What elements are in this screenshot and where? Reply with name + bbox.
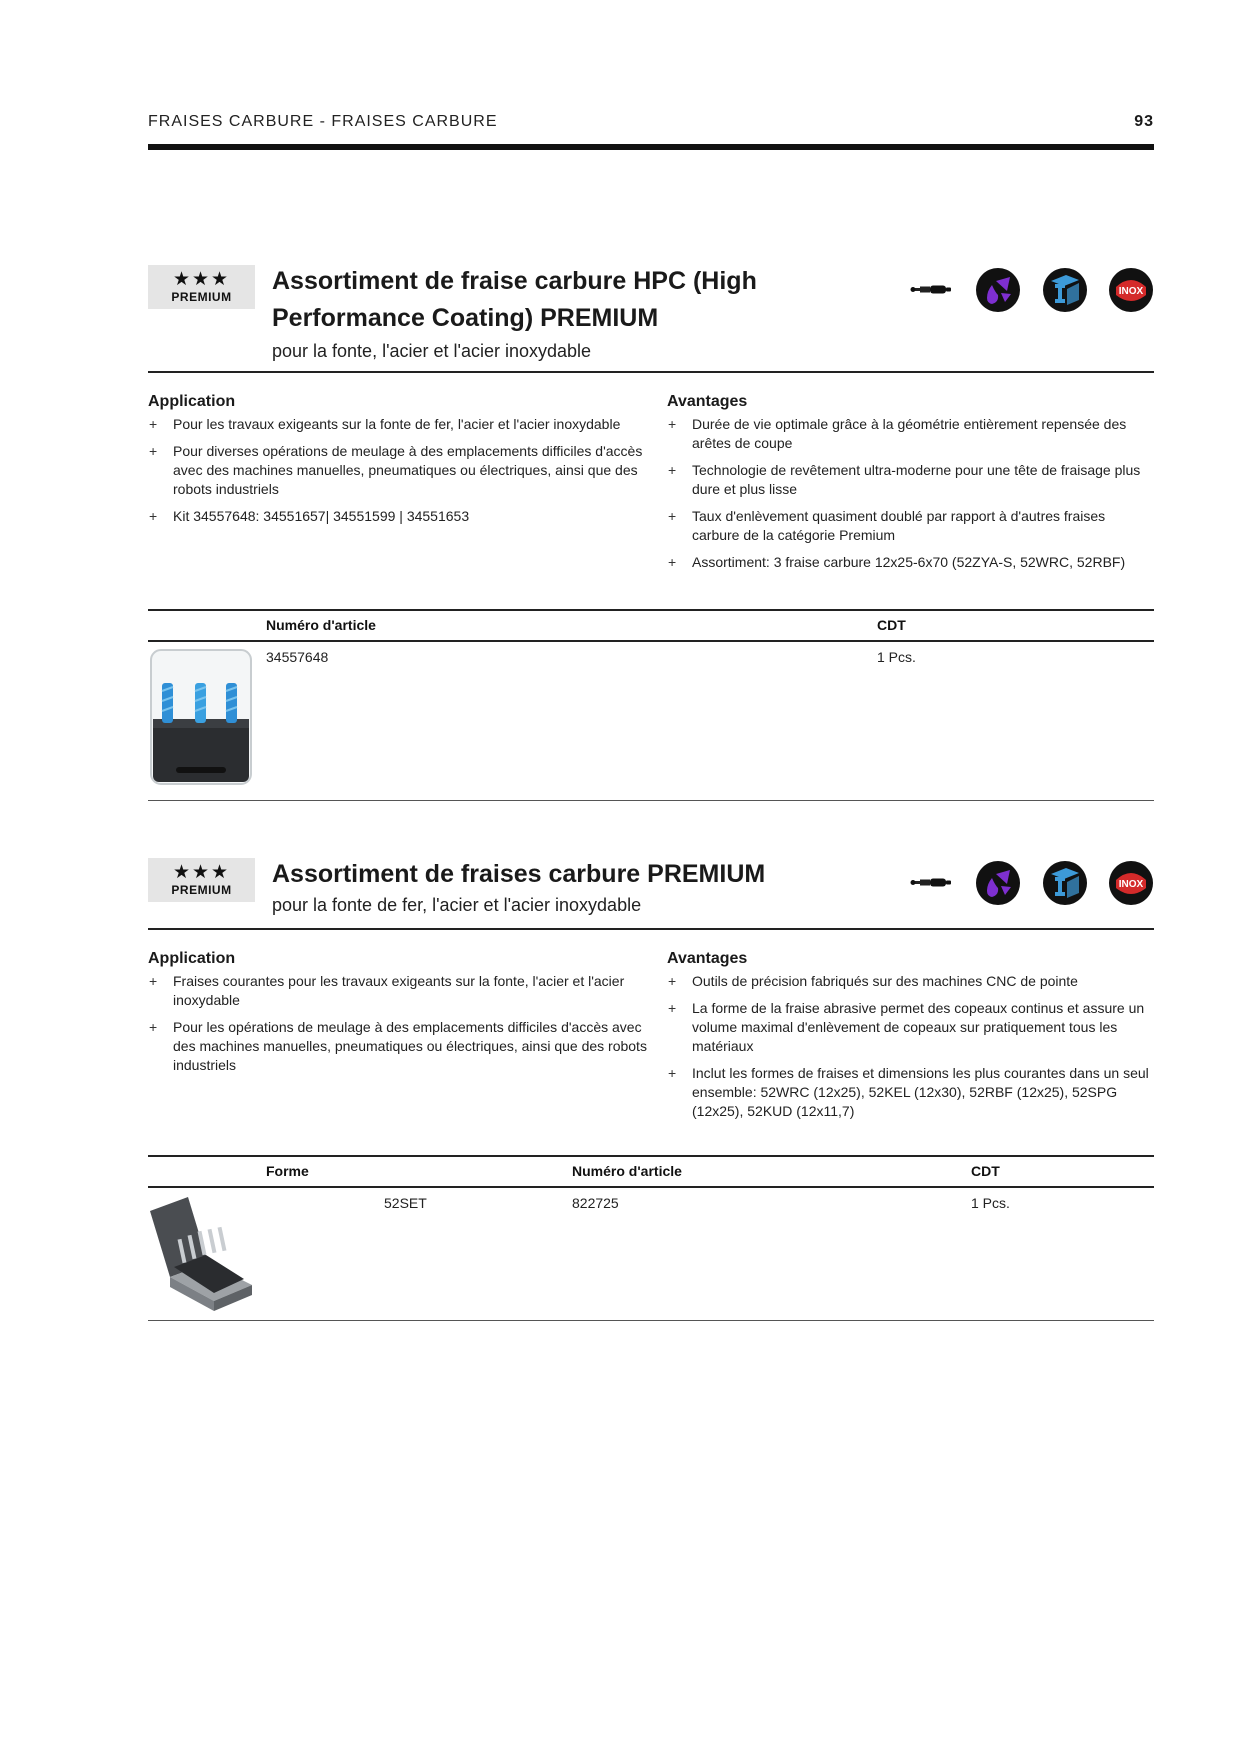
avantages-heading: Avantages xyxy=(667,950,748,967)
premium-label: PREMIUM xyxy=(171,290,232,304)
product-title: Assortiment de fraises carbure PREMIUM xyxy=(272,860,766,888)
svg-text:INOX: INOX xyxy=(1118,286,1144,297)
table-bottom-rule xyxy=(148,1320,1154,1321)
inox-icon xyxy=(1108,267,1154,313)
burr-set-box-image xyxy=(148,647,254,789)
product-title-line2: Performance Coating) PREMIUM xyxy=(272,304,659,332)
inox-icon xyxy=(1108,860,1154,906)
product-image xyxy=(148,1193,256,1315)
premium-badge xyxy=(148,265,255,309)
product-section-premium xyxy=(148,858,1154,1318)
material-icons xyxy=(908,267,1154,313)
table-top-rule xyxy=(148,1155,1154,1157)
application-list xyxy=(148,415,653,526)
product-subtitle: pour la fonte, l'acier et l'acier inoxydable xyxy=(272,341,592,361)
cast-iron-icon xyxy=(975,860,1021,906)
grinder-icon xyxy=(908,860,954,906)
product-title-line1: Assortiment de fraise carbure HPC (High xyxy=(272,267,757,295)
application-heading: Application xyxy=(148,393,236,410)
premium-label: PREMIUM xyxy=(171,883,232,897)
table-header-rule xyxy=(148,640,1154,642)
table-cell-cdt: 1 Pcs. xyxy=(877,649,916,665)
column-header-cdt: CDT xyxy=(877,617,906,633)
burr-set-case-image xyxy=(148,1193,256,1315)
list-item: + Taux d'enlèvement quasiment doublé par rapport à d'autres fraises carbure de la catégorie Premium xyxy=(667,507,1154,545)
premium-badge xyxy=(148,858,255,902)
list-item: + Pour diverses opérations de meulage à des emplacements difficiles d'accès avec des machines manuelles, pneumatiques ou électriques, ainsi que des robots industriels xyxy=(148,442,653,499)
list-item: + Outils de précision fabriqués sur des machines CNC de pointe xyxy=(667,972,1154,991)
material-icons xyxy=(908,860,1154,906)
table-top-rule xyxy=(148,609,1154,611)
page-header xyxy=(148,113,1154,133)
section-divider xyxy=(148,928,1154,930)
list-item: + Fraises courantes pour les travaux exigeants sur la fonte, l'acier et l'acier inoxydable xyxy=(148,972,653,1010)
svg-text:INOX: INOX xyxy=(1118,879,1144,890)
column-header-forme: Forme xyxy=(266,1163,309,1179)
avantages-list xyxy=(667,415,1154,572)
list-item: + Inclut les formes de fraises et dimensions les plus courantes dans un seul ensemble: 52WRC (12x25), 52KEL (12x30), 52RBF (12x25), 52SPG (12x25), 52KUD (12x11,7) xyxy=(667,1064,1154,1121)
product-image xyxy=(148,647,254,789)
table-cell-cdt: 1 Pcs. xyxy=(971,1195,1010,1211)
header-title: FRAISES CARBURE - FRAISES CARBURE xyxy=(148,113,498,130)
avantages-column xyxy=(667,950,1154,1129)
application-heading: Application xyxy=(148,950,236,967)
product-title xyxy=(272,263,757,337)
stars-icon: ★★★ xyxy=(172,269,231,290)
cast-iron-icon xyxy=(975,267,1021,313)
table-cell-article: 822725 xyxy=(572,1195,619,1211)
table-cell-article: 34557648 xyxy=(266,649,329,665)
list-item: + Assortiment: 3 fraise carbure 12x25-6x70 (52ZYA-S, 52WRC, 52RBF) xyxy=(667,553,1154,572)
list-item: + Technologie de revêtement ultra-moderne pour une tête de fraisage plus dure et plus lisse xyxy=(667,461,1154,499)
section-divider xyxy=(148,371,1154,373)
header-rule xyxy=(148,144,1154,150)
steel-icon xyxy=(1042,860,1088,906)
product-subtitle: pour la fonte de fer, l'acier et l'acier inoxydable xyxy=(272,895,642,915)
avantages-heading: Avantages xyxy=(667,393,748,410)
stars-icon: ★★★ xyxy=(172,862,231,883)
list-item: + Kit 34557648: 34551657| 34551599 | 34551653 xyxy=(148,507,653,526)
table-bottom-rule xyxy=(148,800,1154,801)
product-section-hpc xyxy=(148,265,1154,805)
avantages-column xyxy=(667,393,1154,580)
column-header-article: Numéro d'article xyxy=(572,1163,682,1179)
application-column xyxy=(148,393,653,534)
list-item: + Pour les travaux exigeants sur la fonte de fer, l'acier et l'acier inoxydable xyxy=(148,415,653,434)
column-header-cdt: CDT xyxy=(971,1163,1000,1179)
page-number: 93 xyxy=(1134,113,1154,130)
grinder-icon xyxy=(908,267,954,313)
table-header-rule xyxy=(148,1186,1154,1188)
application-column xyxy=(148,950,653,1083)
application-list xyxy=(148,972,653,1075)
avantages-list xyxy=(667,972,1154,1121)
list-item: + Durée de vie optimale grâce à la géométrie entièrement repensée des arêtes de coupe xyxy=(667,415,1154,453)
column-header-article: Numéro d'article xyxy=(266,617,376,633)
steel-icon xyxy=(1042,267,1088,313)
list-item: + La forme de la fraise abrasive permet des copeaux continus et assure un volume maximal d'enlèvement de copeaux sur pratiquement tous les matériaux xyxy=(667,999,1154,1056)
table-cell-forme: 52SET xyxy=(384,1195,427,1211)
list-item: + Pour les opérations de meulage à des emplacements difficiles d'accès avec des machines manuelles, pneumatiques ou électriques, ainsi que des robots industriels xyxy=(148,1018,653,1075)
